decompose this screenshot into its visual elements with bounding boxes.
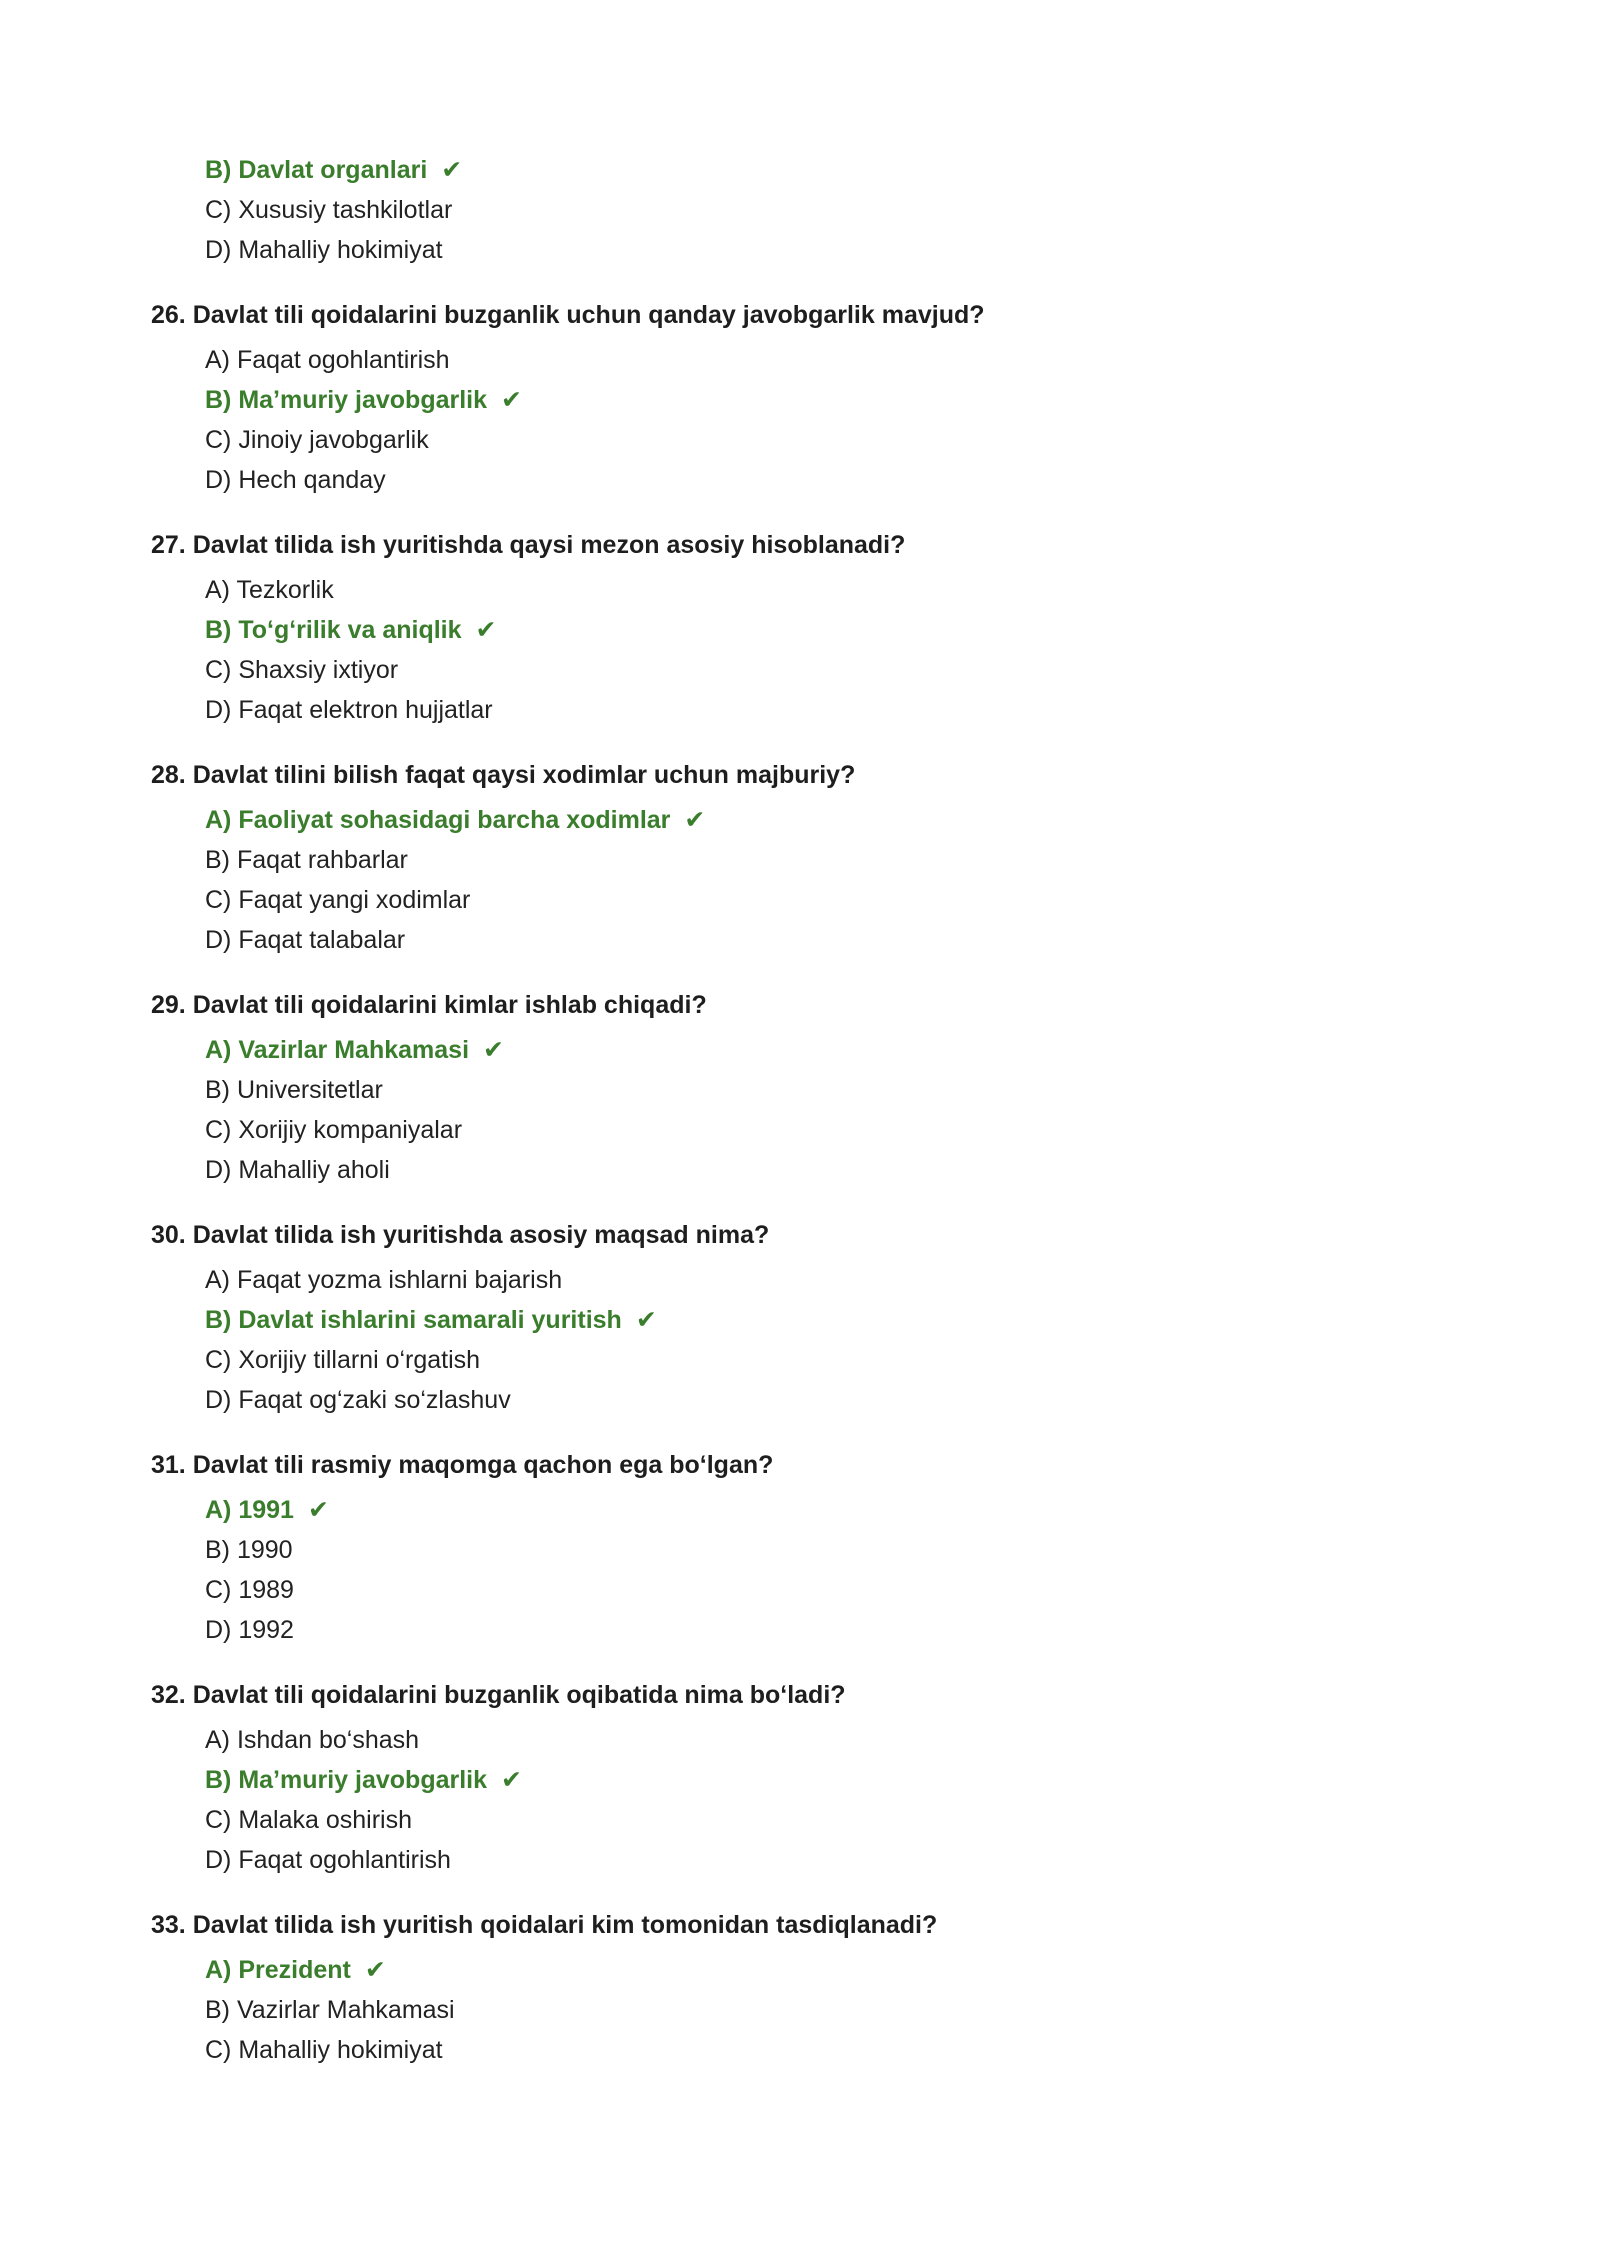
answer-option-correct: [151, 1950, 1451, 1990]
check-mark-icon: ✔: [684, 806, 706, 834]
question-title: 31. Davlat tili rasmiy maqomga qachon ega bo‘lgan?: [151, 1451, 774, 1479]
quiz-content: [151, 150, 1451, 2095]
check-mark-icon: ✔: [635, 1306, 657, 1334]
check-mark-icon: ✔: [483, 1036, 504, 1064]
answer-option: [151, 840, 1451, 880]
answer-option-correct: [151, 1300, 1451, 1340]
answer-option-correct: [151, 150, 1451, 190]
answer-option-correct: [151, 1760, 1451, 1800]
question-title: 33. Davlat tilida ish yuritish qoidalari kim tomonidan tasdiqlanadi?: [151, 1911, 938, 1939]
answer-option-text: C) Faqat yangi xodimlar: [205, 886, 471, 914]
answer-option: [151, 570, 1451, 610]
check-mark-icon: ✔: [501, 386, 522, 414]
question-block: [151, 525, 1451, 730]
question-block: [151, 1445, 1451, 1650]
answer-option-correct: [151, 610, 1451, 650]
answer-option: [151, 190, 1451, 230]
question-title: 30. Davlat tilida ish yuritishda asosiy maqsad nima?: [151, 1221, 770, 1249]
answer-option-text: A) Faqat ogohlantirish: [205, 346, 450, 374]
answer-option-text: D) Hech qanday: [205, 466, 386, 494]
answer-option-text: B) Ma’muriy javobgarlik: [205, 1766, 488, 1794]
answer-option: [151, 1530, 1451, 1570]
answer-option: [151, 1800, 1451, 1840]
answer-option-text: C) Xorijiy tillarni o‘rgatish: [205, 1346, 481, 1374]
answer-option-text: C) Mahalliy hokimiyat: [205, 2036, 443, 2064]
answer-option: [151, 1260, 1451, 1300]
check-mark-icon: ✔: [475, 616, 497, 644]
answer-option-text: A) Prezident: [205, 1956, 351, 1984]
question-title: 28. Davlat tilini bilish faqat qaysi xodimlar uchun majburiy?: [151, 761, 856, 789]
answer-option-correct: [151, 800, 1451, 840]
question-block: [151, 1215, 1451, 1420]
answer-option: [151, 1840, 1451, 1880]
answer-option-text: C) Xorijiy kompaniyalar: [205, 1116, 463, 1144]
answer-option-text: B) Davlat organlari: [205, 156, 428, 184]
answer-option-text: D) Faqat elektron hujjatlar: [205, 696, 493, 724]
answer-option-text: C) Jinoiy javobgarlik: [205, 426, 429, 454]
answer-option: [151, 1070, 1451, 1110]
answer-option-text: D) 1992: [205, 1616, 294, 1644]
answer-option-text: C) 1989: [205, 1576, 294, 1604]
answer-option: [151, 1570, 1451, 1610]
answer-option: [151, 1720, 1451, 1760]
answer-option: [151, 690, 1451, 730]
answer-option: [151, 920, 1451, 960]
answer-option: [151, 1380, 1451, 1420]
answer-option: [151, 460, 1451, 500]
answer-option: [151, 1610, 1451, 1650]
answer-option-text: A) Ishdan bo‘shash: [205, 1726, 420, 1754]
answer-option: [151, 880, 1451, 920]
answer-option-text: D) Faqat og‘zaki so‘zlashuv: [205, 1386, 511, 1414]
answer-option: [151, 340, 1451, 380]
answer-option-text: D) Faqat talabalar: [205, 926, 406, 954]
check-mark-icon: ✔: [441, 156, 463, 184]
check-mark-icon: ✔: [501, 1766, 522, 1794]
question-block: [151, 1675, 1451, 1880]
answer-option: [151, 2030, 1451, 2070]
answer-option-correct: [151, 1030, 1451, 1070]
answer-option-text: B) Davlat ishlarini samarali yuritish: [205, 1306, 622, 1334]
answer-option-text: B) Vazirlar Mahkamasi: [205, 1996, 455, 2024]
answer-option: [151, 1990, 1451, 2030]
answer-option-text: A) Faqat yozma ishlarni bajarish: [205, 1266, 563, 1294]
answer-option-text: A) Faoliyat sohasidagi barcha xodimlar: [205, 806, 671, 834]
answer-option-text: C) Xususiy tashkilotlar: [205, 196, 453, 224]
answer-option: [151, 230, 1451, 270]
answer-option-text: A) Vazirlar Mahkamasi: [205, 1036, 470, 1064]
answer-option: [151, 1110, 1451, 1150]
question-block: [151, 1905, 1451, 2070]
answer-option-correct: [151, 380, 1451, 420]
answer-option: [151, 420, 1451, 460]
answer-option: [151, 1150, 1451, 1190]
answer-option-text: B) To‘g‘rilik va aniqlik: [205, 616, 462, 644]
answer-option: [151, 1340, 1451, 1380]
answer-option-text: D) Faqat ogohlantirish: [205, 1846, 451, 1874]
answer-option-text: B) Faqat rahbarlar: [205, 846, 408, 874]
answer-option-text: A) Tezkorlik: [205, 576, 334, 604]
check-mark-icon: ✔: [307, 1496, 329, 1524]
answer-option-correct: [151, 1490, 1451, 1530]
answer-option-text: D) Mahalliy hokimiyat: [205, 236, 443, 264]
question-title: 26. Davlat tili qoidalarini buzganlik uchun qanday javobgarlik mavjud?: [151, 301, 985, 329]
answer-option-text: D) Mahalliy aholi: [205, 1156, 390, 1184]
question-title: 29. Davlat tili qoidalarini kimlar ishlab chiqadi?: [151, 991, 707, 1019]
answer-option-text: B) Universitetlar: [205, 1076, 383, 1104]
question-block: [151, 295, 1451, 500]
leading-options: [151, 150, 1451, 270]
question-block: [151, 755, 1451, 960]
check-mark-icon: ✔: [364, 1956, 386, 1984]
answer-option: [151, 650, 1451, 690]
question-title: 32. Davlat tili qoidalarini buzganlik oqibatida nima bo‘ladi?: [151, 1681, 846, 1709]
answer-option-text: A) 1991: [205, 1496, 294, 1524]
answer-option-text: C) Malaka oshirish: [205, 1806, 413, 1834]
answer-option-text: B) Ma’muriy javobgarlik: [205, 386, 488, 414]
question-title: 27. Davlat tilida ish yuritishda qaysi mezon asosiy hisoblanadi?: [151, 531, 906, 559]
question-list: [151, 295, 1451, 2070]
answer-option-text: C) Shaxsiy ixtiyor: [205, 656, 399, 684]
question-block: [151, 985, 1451, 1190]
answer-option-text: B) 1990: [205, 1536, 293, 1564]
